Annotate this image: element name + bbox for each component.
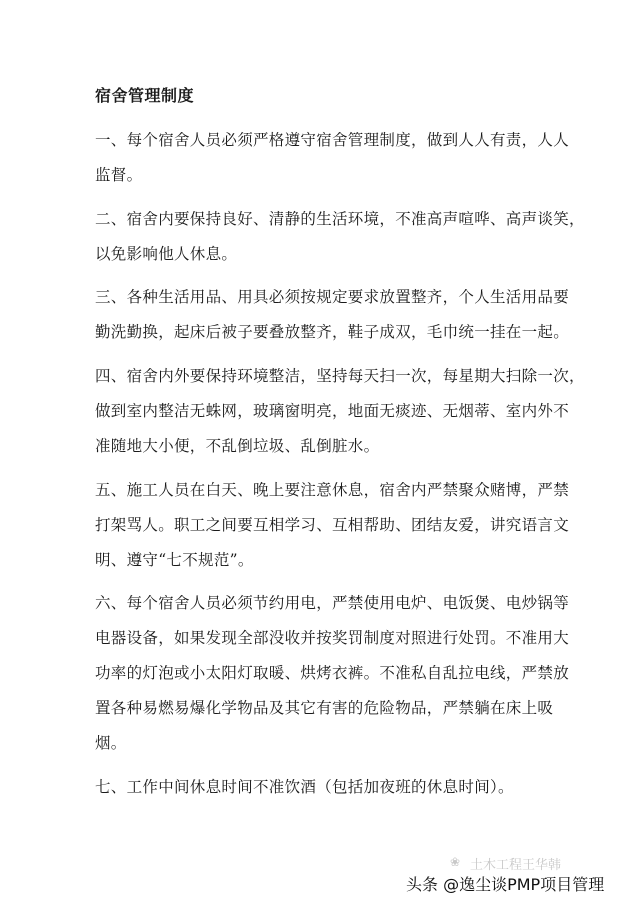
watermark-icon: ❀ <box>450 855 461 869</box>
watermark-text: 土木工程王华韩 <box>470 858 562 873</box>
paragraph-4 <box>95 359 585 464</box>
footer-credit: 头条 @逸尘谈PMP项目管理 <box>406 875 605 894</box>
paragraph-line: 做到室内整洁无蛛网，玻璃窗明亮，地面无痰迹、无烟蒂、室内外不 <box>95 402 570 420</box>
paragraph-7 <box>95 770 555 805</box>
document-title: 宿舍管理制度 <box>95 86 195 105</box>
paragraph-line: 一、每个宿舍人员必须严格遵守宿舍管理制度，做到人人有责，人人 <box>95 131 570 149</box>
paragraph-1 <box>95 123 570 193</box>
paragraph-line: 准随地大小便，不乱倒垃圾、乱倒脏水。 <box>95 437 380 455</box>
paragraph-line: 置各种易燃易爆化学物品及其它有害的危险物品，严禁躺在床上吸 <box>95 699 554 717</box>
paragraph-line: 烟。 <box>95 734 127 752</box>
paragraph-line: 监督。 <box>95 166 143 184</box>
paragraph-line: 明、遵守“七不规范”。 <box>95 551 254 569</box>
paragraph-line: 三、各种生活用品、用具必须按规定要求放置整齐，个人生活用品要 <box>95 288 570 306</box>
paragraph-line: 二、宿舍内要保持良好、清静的生活环境，不准高声喧哗、高声谈笑， <box>95 210 585 228</box>
paragraph-line: 打架骂人。职工之间要互相学习、互相帮助、团结友爱，讲究语言文 <box>95 516 570 534</box>
paragraph-line: 以免影响他人休息。 <box>95 245 238 263</box>
paragraph-line: 电器设备，如果发现全部没收并按奖罚制度对照进行处罚。不准用大 <box>95 629 570 647</box>
paragraph-line: 六、每个宿舍人员必须节约用电，严禁使用电炉、电饭煲、电炒锅等 <box>95 594 570 612</box>
paragraph-2 <box>95 202 585 272</box>
paragraph-line: 四、宿舍内外要保持环境整洁，坚持每天扫一次，每星期大扫除一次， <box>95 367 585 385</box>
paragraph-6 <box>95 586 570 761</box>
paragraph-3 <box>95 280 570 350</box>
paragraph-line: 功率的灯泡或小太阳灯取暖、烘烤衣裤。不准私自乱拉电线，严禁放 <box>95 664 570 682</box>
paragraph-line: 五、施工人员在白天、晚上要注意休息，宿舍内严禁聚众赌博，严禁 <box>95 481 570 499</box>
paragraph-line: 七、工作中间休息时间不准饮酒（包括加夜班的休息时间）。 <box>95 778 514 796</box>
paragraph-line: 勤洗勤换，起床后被子要叠放整齐，鞋子成双，毛巾统一挂在一起。 <box>95 323 570 341</box>
paragraph-5 <box>95 473 570 578</box>
